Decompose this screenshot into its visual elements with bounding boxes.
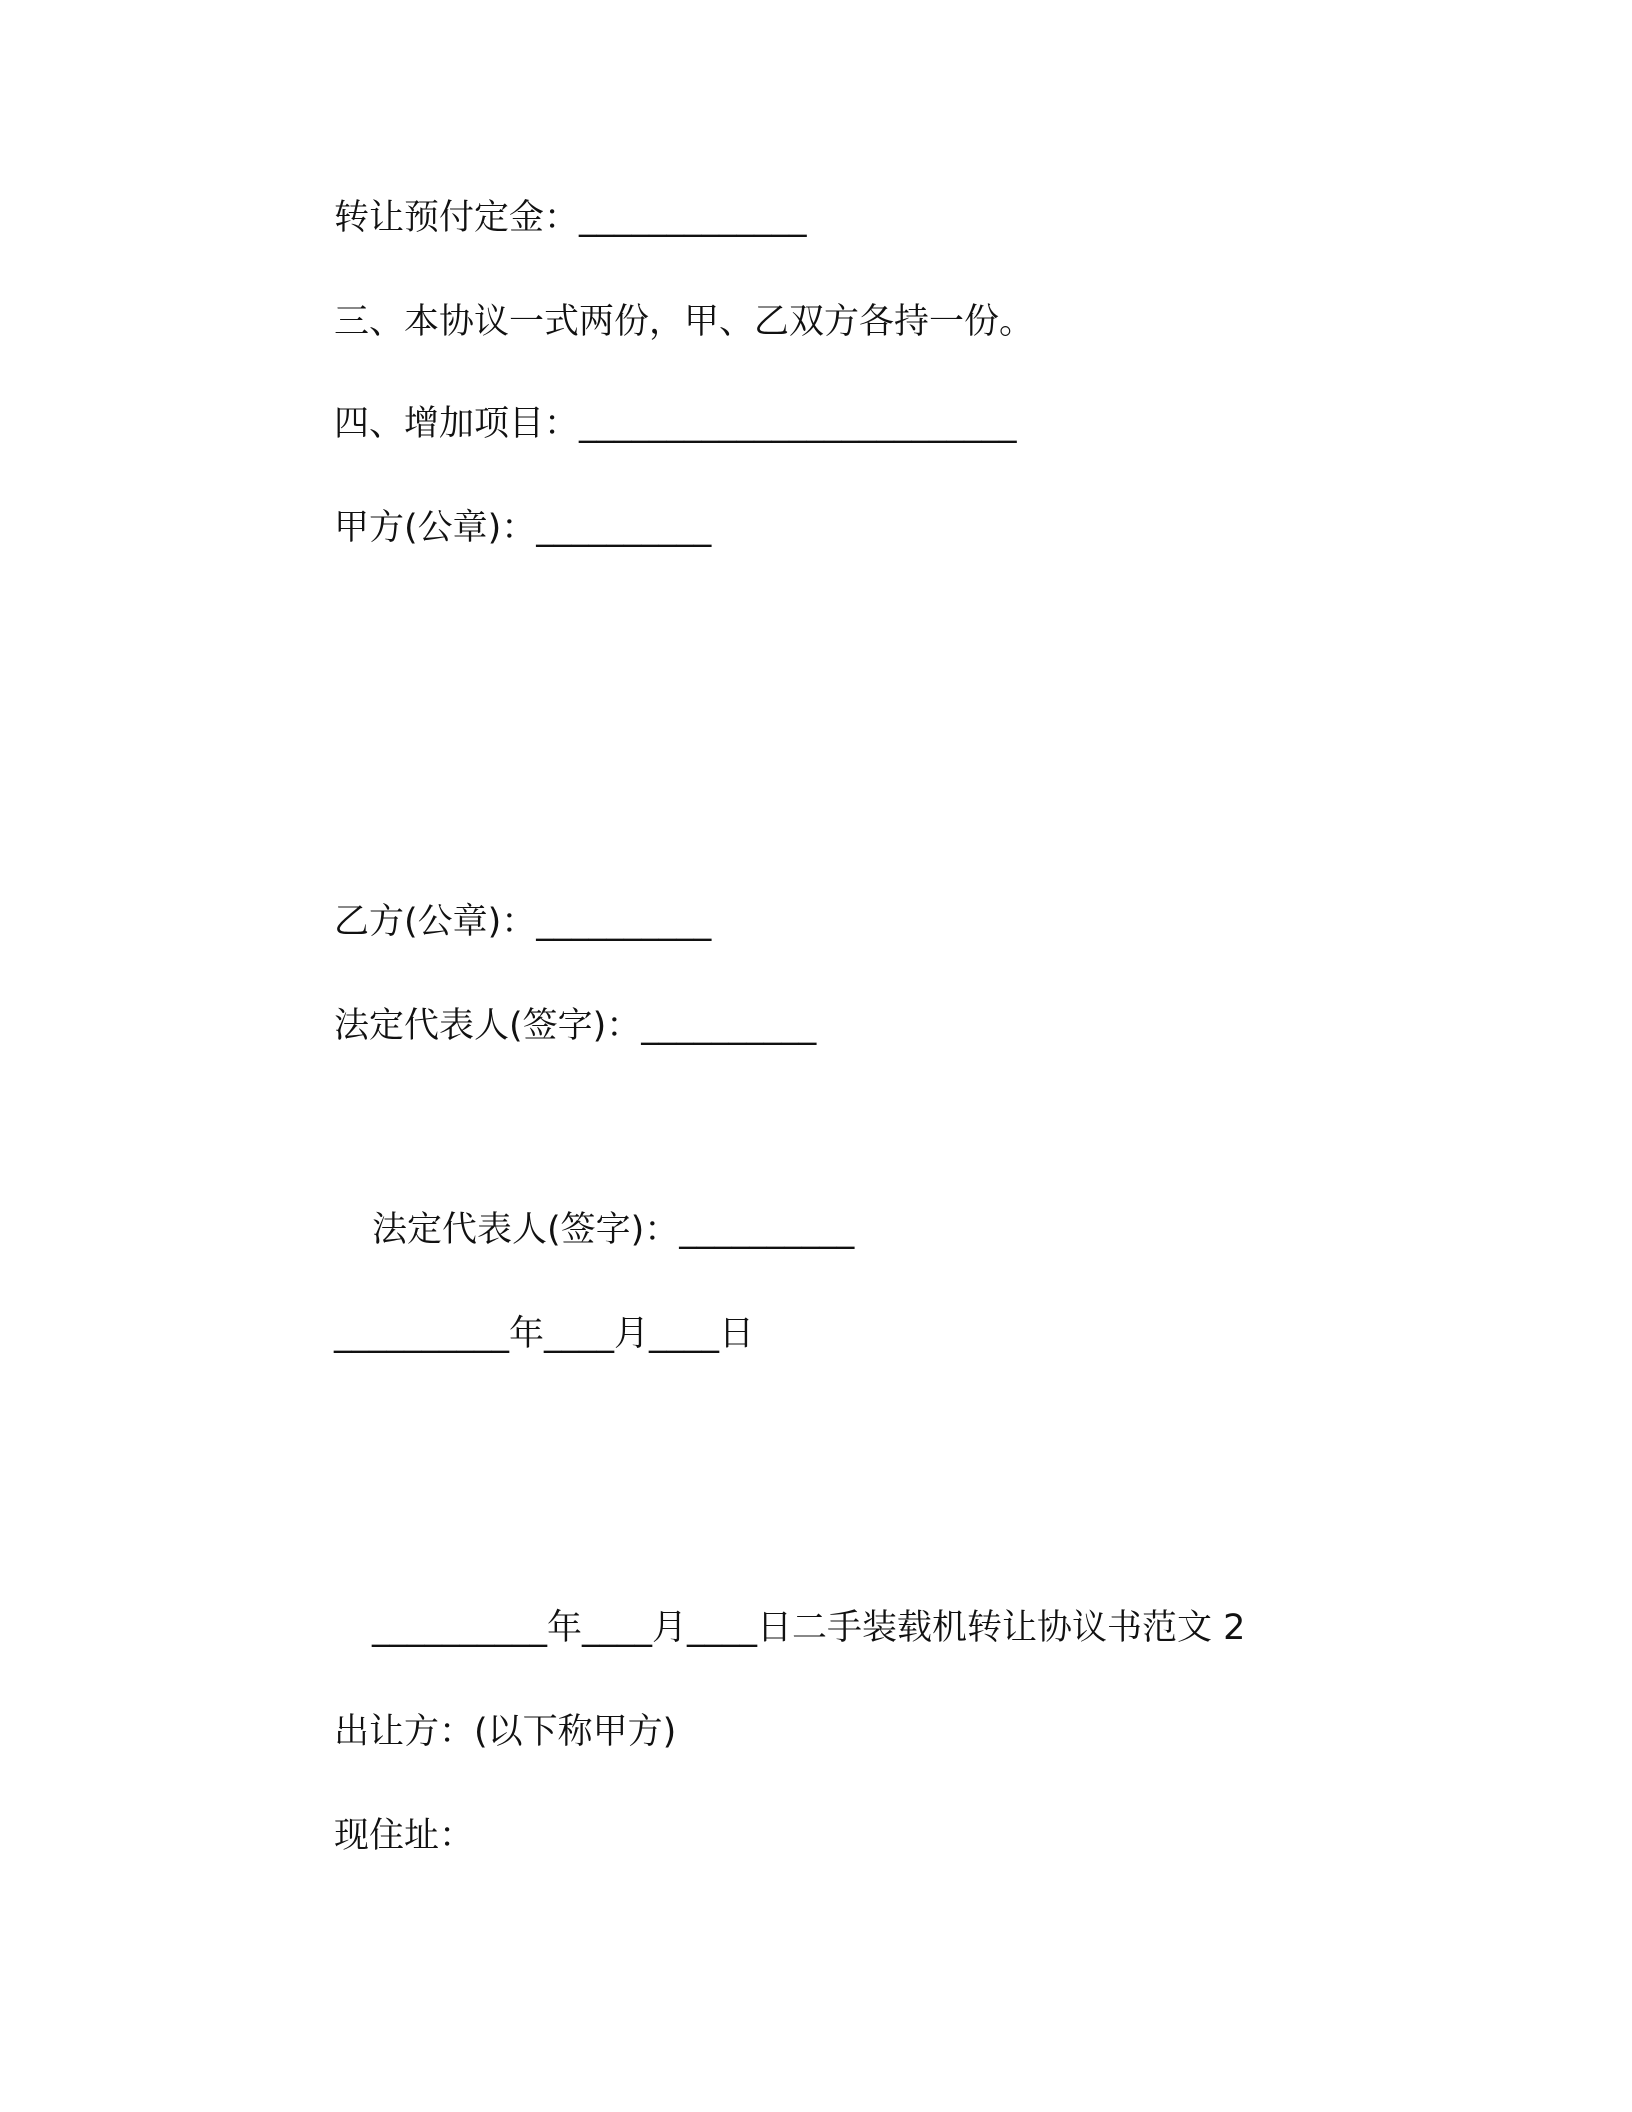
party-b-seal-line: 乙方(公章)：__________ bbox=[334, 902, 712, 942]
date-line: __________年____月____日 bbox=[334, 1314, 755, 1354]
deposit-line: 转让预付定金：_____________ bbox=[334, 198, 807, 238]
transferor-line: 出让方：(以下称甲方) bbox=[334, 1712, 677, 1752]
additional-items-line: 四、增加项目：_________________________ bbox=[334, 404, 1017, 444]
copies-clause: 三、本协议一式两份，甲、乙双方各持一份。 bbox=[334, 302, 1035, 342]
date-and-heading-line: __________年____月____日二手装载机转让协议书范文 2 bbox=[372, 1608, 1246, 1648]
current-address-line: 现住址： bbox=[334, 1816, 475, 1856]
legal-representative-signature-line: 法定代表人(签字)：__________ bbox=[334, 1006, 817, 1046]
party-a-seal-line: 甲方(公章)：__________ bbox=[334, 508, 712, 548]
legal-representative-signature-line-indented: 法定代表人(签字)：__________ bbox=[372, 1210, 855, 1250]
